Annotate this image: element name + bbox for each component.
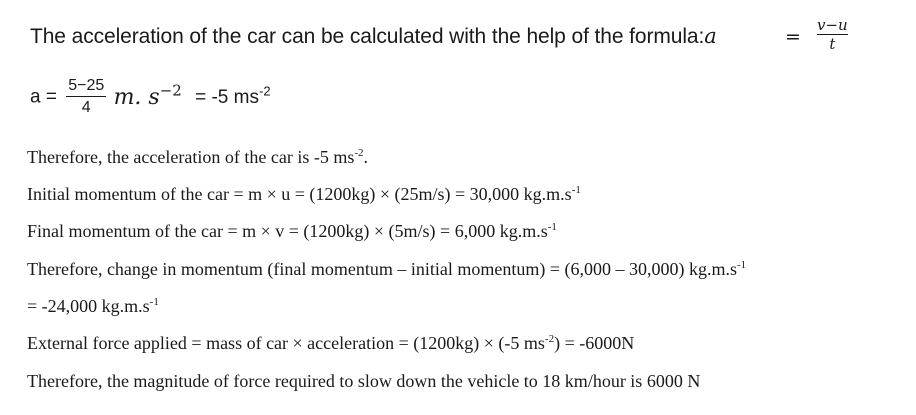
formula-numerator: v−u [817, 16, 848, 34]
calc-unit [113, 81, 182, 110]
formula-fraction [817, 16, 848, 53]
text-line: Therefore, the acceleration of the car is -5 $ms^{-2}$. [27, 147, 369, 167]
calc-result [195, 83, 271, 108]
text-line: Therefore, change in momentum (final momentum – initial momentum) = (6,000 – 30,000) $kg.m.s^{-1}$ [27, 259, 747, 279]
calc-result-text: = -5 ms [195, 86, 259, 108]
formula-equals: = [785, 26, 801, 48]
calc-result-exp: -2 [258, 83, 271, 99]
formula-lhs: a [704, 24, 717, 48]
acceleration-calculation [30, 76, 271, 132]
text-line: Initial momentum of the car = m × u = (1200kg) × (25m/s) = 30,000 $kg.m.s^{-1}$ [27, 184, 581, 204]
text-line: Final momentum of the car = m × v = (1200kg) × (5m/s) = 6,000 $kg.m.s^{-1}$ [27, 221, 557, 241]
calc-fraction [66, 76, 106, 119]
text-line: External force applied = mass of car × acceleration = (1200kg) × (-5 $ms^{-2}) = -6000N$ [27, 333, 635, 353]
calc-unit-base: m. s [113, 85, 160, 110]
text-line: Therefore, the magnitude of force required to slow down the vehicle to 18 km/hour is 6000 N [27, 371, 701, 391]
intro-sentence [30, 20, 717, 53]
formula-denominator: t [829, 35, 836, 53]
calc-denominator: 4 [81, 99, 91, 116]
calc-numerator: 5−25 [68, 77, 105, 94]
intro-text: The acceleration of the car can be calculated with the help of the formula: [30, 25, 705, 48]
calc-lhs: a = [30, 86, 57, 108]
acceleration-formula [757, 10, 907, 60]
calc-unit-exp: −2 [159, 81, 182, 100]
text-line: = -24,000 $kg.m.s^{-1}$ [27, 296, 159, 316]
